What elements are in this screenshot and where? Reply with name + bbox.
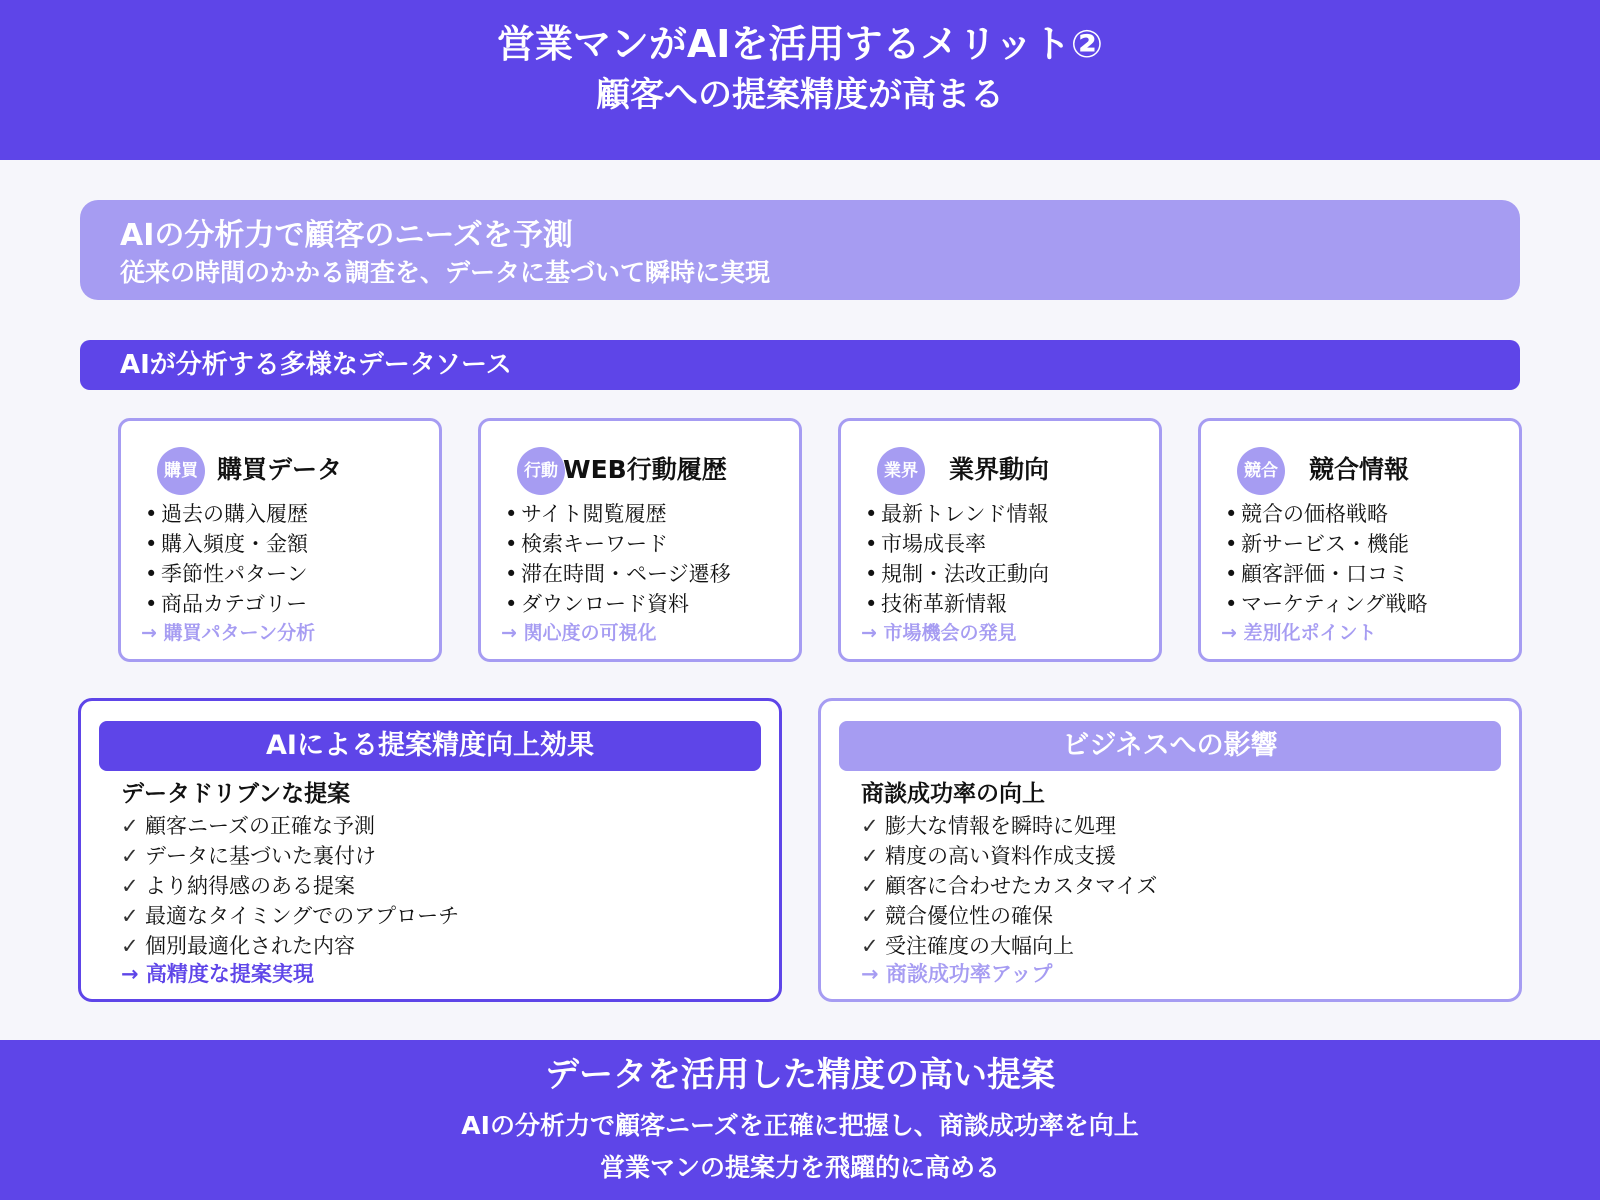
list-item: • 規制・法改正動向: [865, 559, 1049, 589]
check-icon: ✓: [121, 934, 139, 958]
check-icon: ✓: [121, 814, 139, 838]
intro-banner: [80, 200, 1520, 300]
list-item: • 競合の価格戦略: [1225, 499, 1427, 529]
list-item: • 最新トレンド情報: [865, 499, 1049, 529]
list-item: • 顧客評価・口コミ: [1225, 559, 1427, 589]
card-title: 競合情報: [1309, 455, 1410, 484]
check-icon: ✓: [861, 844, 879, 868]
list-item: • 商品カテゴリー: [145, 589, 308, 619]
check-icon: ✓: [861, 904, 879, 928]
industry-icon: 業界: [877, 447, 925, 495]
effects-list: [121, 811, 459, 961]
list-item: • 滞在時間・ページ遷移: [505, 559, 731, 589]
card-item-list: [145, 499, 308, 619]
web-activity-icon: 行動: [517, 447, 565, 495]
list-item: • 市場成長率: [865, 529, 1049, 559]
data-source-card-industry: [838, 418, 1162, 662]
bullet-icon: •: [1225, 592, 1238, 616]
bullet-icon: •: [145, 502, 158, 526]
list-item: ✓ 精度の高い資料作成支援: [861, 841, 1157, 871]
list-item: ✓ より納得感のある提案: [121, 871, 459, 901]
purchase-icon: 購買: [157, 447, 205, 495]
card-item-list: [865, 499, 1049, 619]
list-item: ✓ 膨大な情報を瞬時に処理: [861, 811, 1157, 841]
check-icon: ✓: [861, 814, 879, 838]
card-result: → 市場機会の発見: [861, 622, 1017, 644]
card-item-list: [505, 499, 731, 619]
impact-panel: [818, 698, 1522, 1002]
impact-list: [861, 811, 1157, 961]
impact-heading: ビジネスへの影響: [839, 721, 1501, 771]
data-sources-heading-bar: [80, 340, 1520, 390]
bullet-icon: •: [865, 502, 878, 526]
data-source-card-web: [478, 418, 802, 662]
card-title: 購買データ: [217, 455, 343, 484]
page-footer: [0, 1040, 1600, 1200]
list-item: • 過去の購入履歴: [145, 499, 308, 529]
page-subtitle: 顧客への提案精度が高まる: [596, 75, 1004, 115]
impact-subheading: 商談成功率の向上: [861, 781, 1045, 807]
effects-result: → 高精度な提案実現: [121, 962, 314, 986]
bullet-icon: •: [505, 502, 518, 526]
list-item: ✓ 顧客ニーズの正確な予測: [121, 811, 459, 841]
page-title: 営業マンがAIを活用するメリット②: [496, 22, 1104, 66]
list-item: • 購入頻度・金額: [145, 529, 308, 559]
banner-title: AIの分析力で顧客のニーズを予測: [120, 218, 573, 253]
bullet-icon: •: [865, 532, 878, 556]
list-item: • マーケティング戦略: [1225, 589, 1427, 619]
list-item: • 新サービス・機能: [1225, 529, 1427, 559]
card-result: → 関心度の可視化: [501, 622, 657, 644]
bullet-icon: •: [865, 592, 878, 616]
check-icon: ✓: [861, 874, 879, 898]
list-item: ✓ データに基づいた裏付け: [121, 841, 459, 871]
list-item: • 季節性パターン: [145, 559, 308, 589]
check-icon: ✓: [861, 934, 879, 958]
check-icon: ✓: [121, 844, 139, 868]
card-result: → 購買パターン分析: [141, 622, 316, 644]
bullet-icon: •: [1225, 502, 1238, 526]
bullet-icon: •: [1225, 532, 1238, 556]
card-title: WEB行動履歴: [563, 455, 727, 484]
bullet-icon: •: [145, 562, 158, 586]
footer-line-2: 営業マンの提案力を飛躍的に高める: [599, 1153, 1000, 1182]
competitor-icon: 競合: [1237, 447, 1285, 495]
banner-subtitle: 従来の時間のかかる調査を、データに基づいて瞬時に実現: [120, 258, 771, 287]
list-item: ✓ 受注確度の大幅向上: [861, 931, 1157, 961]
check-icon: ✓: [121, 904, 139, 928]
page-header: [0, 0, 1600, 160]
data-sources-heading: AIが分析する多様なデータソース: [120, 350, 512, 380]
bullet-icon: •: [865, 562, 878, 586]
bullet-icon: •: [145, 532, 158, 556]
list-item: ✓ 顧客に合わせたカスタマイズ: [861, 871, 1157, 901]
check-icon: ✓: [121, 874, 139, 898]
card-item-list: [1225, 499, 1427, 619]
effects-heading: AIによる提案精度向上効果: [99, 721, 761, 771]
bullet-icon: •: [505, 532, 518, 556]
footer-line-1: AIの分析力で顧客ニーズを正確に把握し、商談成功率を向上: [461, 1111, 1139, 1140]
list-item: • サイト閲覧履歴: [505, 499, 731, 529]
data-source-card-competitor: [1198, 418, 1522, 662]
effects-subheading: データドリブンな提案: [121, 781, 351, 807]
list-item: • ダウンロード資料: [505, 589, 731, 619]
list-item: ✓ 個別最適化された内容: [121, 931, 459, 961]
bullet-icon: •: [145, 592, 158, 616]
bullet-icon: •: [505, 592, 518, 616]
list-item: • 検索キーワード: [505, 529, 731, 559]
effects-panel: [78, 698, 782, 1002]
list-item: ✓ 競合優位性の確保: [861, 901, 1157, 931]
list-item: ✓ 最適なタイミングでのアプローチ: [121, 901, 459, 931]
card-title: 業界動向: [949, 455, 1050, 484]
card-result: → 差別化ポイント: [1221, 622, 1377, 644]
list-item: • 技術革新情報: [865, 589, 1049, 619]
bullet-icon: •: [505, 562, 518, 586]
footer-title: データを活用した精度の高い提案: [545, 1055, 1055, 1095]
impact-result: → 商談成功率アップ: [861, 962, 1053, 986]
data-source-card-purchase: [118, 418, 442, 662]
bullet-icon: •: [1225, 562, 1238, 586]
